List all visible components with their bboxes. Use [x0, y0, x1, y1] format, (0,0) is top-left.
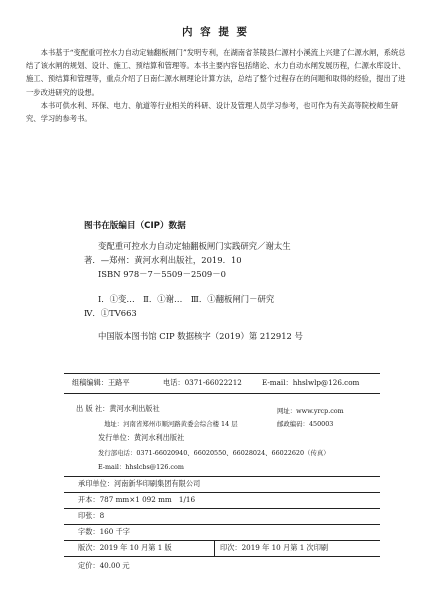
format-label: 开本：787 mm×1 092 mm 1/16 — [78, 495, 196, 504]
publisher-label: 出 版 社：黄河水利出版社 — [76, 404, 160, 413]
divider — [64, 476, 380, 477]
column-divider — [214, 540, 215, 556]
printing-label: 印次：2019 年 10 月第 1 次印刷 — [220, 543, 329, 552]
editor-email: E-mail：hhslwlp@126.com — [262, 378, 360, 387]
words-label: 字数：160 千字 — [78, 527, 130, 536]
divider — [64, 373, 380, 374]
distributor-email: E-mail：hhslcbs@126.com — [98, 463, 184, 471]
publisher-address: 地址：河南省郑州市顺河路黄委会综合楼 14 层 — [104, 420, 238, 428]
cip-heading: 图书在版编目（CIP）数据 — [84, 221, 186, 231]
summary-abstract — [26, 46, 410, 125]
editor-phone: 电话：0371-66022212 — [163, 378, 242, 387]
summary-title: 内 容 提 要 — [182, 26, 249, 38]
edition-label: 版次：2019 年 10 月第 1 版 — [78, 543, 172, 552]
cip-isbn: ISBN 978－7－5509－2509－0 — [98, 269, 226, 279]
publisher-postcode: 邮政编码：450003 — [277, 420, 334, 428]
distributor-phone: 发行部电话：0371-66020940、66020550、66028024、66022620（传真） — [98, 449, 330, 457]
cip-number: 中国版本图书馆 CIP 数据核字（2019）第 212912 号 — [98, 331, 303, 341]
sheets-label: 印张：8 — [78, 511, 105, 520]
cip-line: Ⅳ．①TV663 — [84, 308, 137, 318]
cip-line: 著．—郑州：黄河水利出版社，2019．10 — [84, 255, 242, 265]
cip-line: 变配重可控水力自动定轴翻板闸门实践研究／谢太生 — [98, 241, 291, 251]
cip-line: Ⅰ．①变… Ⅱ．①谢… Ⅲ．①翻板闸门－研究 — [98, 294, 275, 304]
divider — [64, 540, 380, 541]
divider — [64, 508, 380, 509]
summary-paragraph: 本书可供水利、环保、电力、航道等行业相关的科研、设计及管理人员学习参考，也可作为有关高等院校师生研究、学习的参考书。 — [26, 100, 399, 124]
divider — [64, 492, 380, 493]
editor-label: 组稿编辑：王路平 — [72, 378, 130, 387]
publisher-website: 网址：www.yrcp.com — [277, 407, 344, 415]
divider — [64, 556, 380, 557]
divider — [64, 393, 380, 394]
summary-paragraph: 本书基于“变配重可控水力自动定轴翻板闸门”发明专利，在湖南省茶陵县仁源村小溪流上兴建了仁源水闸，系统总结了该水闸的规划、设计、施工、预结算和管理等。本书主要内容包括绪论、水力自动水闸发展历程，仁源水库设计、施工、预结算和管理等，重点介绍了日南仁源水闸理论计算方法，总结了整个过程存在的问题和取得的经验，提出了进一步改进研究的设想。 — [26, 48, 406, 97]
price-label: 定价：40.00 元 — [78, 561, 130, 570]
distributor-label: 发行单位：黄河水利出版社 — [98, 433, 185, 442]
divider — [64, 524, 380, 525]
printer-label: 承印单位：河南新华印刷集团有限公司 — [78, 479, 201, 488]
